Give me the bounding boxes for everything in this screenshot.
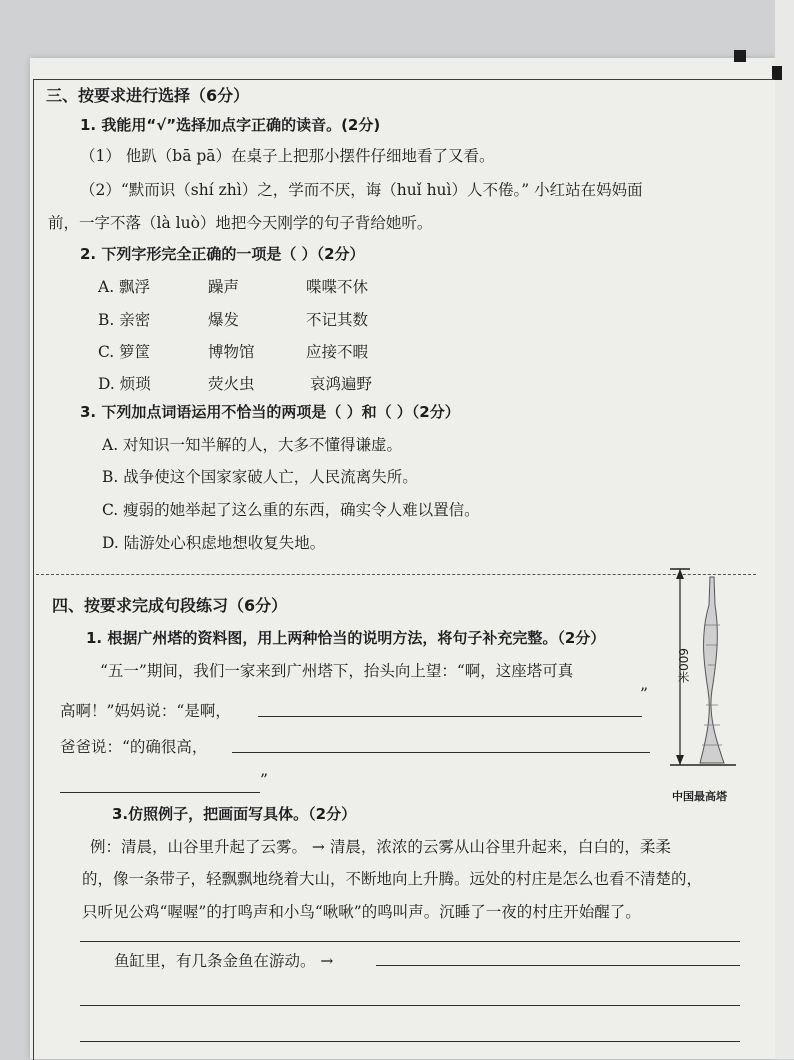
q3-1-line-3: 前，一字不落（là luò）地把今天刚学的句子背给她听。 — [48, 214, 433, 232]
q4-3-prompt: 鱼缸里，有几条金鱼在游动。 → — [114, 952, 334, 970]
answer-line[interactable] — [258, 716, 642, 717]
q3-1-line-2: （2）“默而识（shí zhì）之，学而不厌，诲（huǐ huì）人不倦。” 小红站在妈妈面 — [80, 181, 643, 199]
answer-line[interactable] — [376, 965, 740, 966]
tower-height-label: 600米 — [676, 648, 690, 683]
q3-3-option-a: A. 对知识一知半解的人，大多不懂得谦虚。 — [102, 436, 403, 454]
q3-2-option-d-3: 哀鸿遍野 — [310, 375, 373, 393]
q3-1-title: 1. 我能用“√”选择加点字正确的读音。(2分) — [80, 116, 381, 134]
q4-1-line-3: 爸爸说：“的确很高， — [60, 738, 208, 756]
section-3-title: 三、按要求进行选择（6分） — [46, 86, 250, 105]
answer-line[interactable] — [80, 1041, 740, 1042]
q4-3-title: 3.仿照例子，把画面写具体。（2分） — [112, 805, 357, 823]
q4-3-example-2: 的，像一条带子，轻飘飘地绕着大山，不断地向上升腾。远处的村庄是怎么也看不清楚的， — [82, 870, 703, 888]
q3-2-option-c-3: 应接不暇 — [306, 343, 369, 361]
q3-3-option-c: C. 瘦弱的她举起了这么重的东西，确实令人难以置信。 — [102, 501, 480, 519]
q4-3-example-3: 只听见公鸡“喔喔”的打鸣声和小鸟“啾啾”的鸣叫声。沉睡了一夜的村庄开始醒了。 — [82, 903, 641, 921]
q3-2-title: 2. 下列字形完全正确的一项是（ ）（2分） — [80, 245, 365, 263]
corner-mark — [734, 50, 746, 62]
section-4-title: 四、按要求完成句段练习（6分） — [52, 596, 288, 615]
answer-line[interactable] — [60, 792, 260, 793]
q4-1-title: 1. 根据广州塔的资料图，用上两种恰当的说明方法，将句子补充完整。（2分） — [86, 629, 606, 647]
q3-3-option-d: D. 陆游处心积虑地想收复失地。 — [102, 534, 326, 552]
q3-2-option-c-1: C. 箩筐 — [98, 343, 151, 361]
answer-line[interactable] — [232, 752, 650, 753]
section-divider — [36, 574, 756, 575]
q3-2-option-b-3: 不记其数 — [306, 311, 369, 329]
q3-1-line-1: （1） 他趴（bā pā）在桌子上把那小摆件仔细地看了又看。 — [80, 147, 495, 165]
q4-1-line-1: “五一”期间，我们一家来到广州塔下，抬头向上望：“啊，这座塔可真 — [100, 662, 574, 680]
q4-1-line-2: 高啊！”妈妈说：“是啊， — [60, 702, 231, 720]
answer-line[interactable] — [80, 1005, 740, 1006]
q3-2-option-a-1: A. 飘浮 — [98, 278, 151, 296]
q4-1-close-quote-2: ” — [260, 771, 268, 789]
q3-2-option-b-1: B. 亲密 — [98, 311, 151, 329]
q3-2-option-a-2: 躁声 — [208, 278, 240, 296]
tower-caption: 中国最高塔 — [672, 790, 727, 803]
answer-line[interactable] — [80, 941, 740, 942]
q3-2-option-b-2: 爆发 — [208, 311, 240, 329]
q3-3-option-b: B. 战争使这个国家家破人亡，人民流离失所。 — [102, 468, 418, 486]
q4-1-close-quote-1: ” — [640, 685, 648, 703]
q4-3-example-1: 例：清晨，山谷里升起了云雾。 → 清晨，浓浓的云雾从山谷里升起来，白白的，柔柔 — [90, 838, 671, 856]
next-page-edge — [775, 0, 794, 1059]
q3-2-option-d-1: D. 烦琐 — [98, 375, 151, 393]
corner-mark — [772, 66, 782, 80]
q3-2-option-a-3: 喋喋不休 — [306, 278, 369, 296]
q3-3-title: 3. 下列加点词语运用不恰当的两项是（ ）和（ ）（2分） — [80, 403, 460, 421]
q3-2-option-d-2: 荧火虫 — [208, 375, 255, 393]
q3-2-option-c-2: 博物馆 — [208, 343, 255, 361]
